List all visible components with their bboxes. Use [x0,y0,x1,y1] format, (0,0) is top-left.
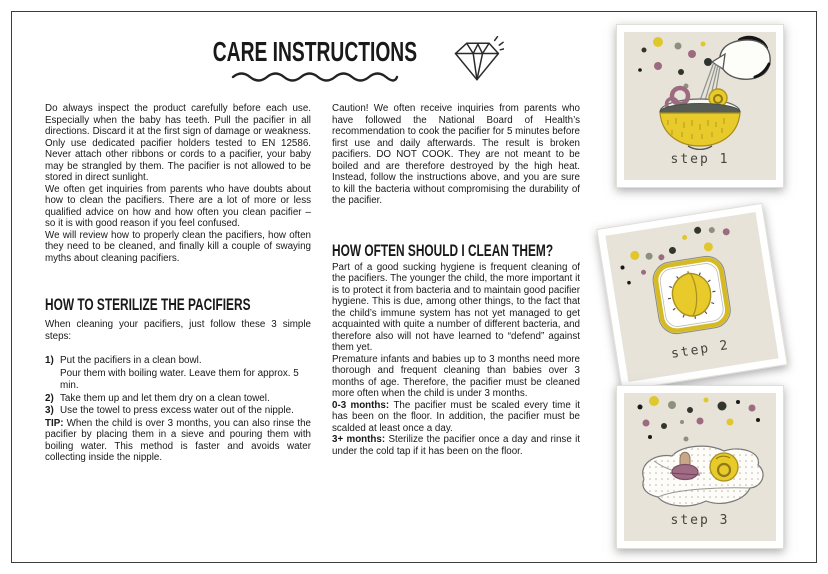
kitchen-timer-illustration [605,212,774,352]
kettle-pouring-into-bowl-illustration [624,32,776,150]
page-title: CARE INSTRUCTIONS [212,36,418,67]
age-3plus-paragraph: 3+ months: Sterilize the pacifier once a day and rinse it under the cold tap if it has been on the floor. [332,434,580,457]
yellow-pacifier-icon [710,453,738,481]
tip-paragraph: TIP: When the child is over 3 months, you can also rinse the pacifier by placing them in a sieve and pouring them with boiling water. This method is faster and avoids water collecting inside the nipple. [45,417,311,464]
bowl-with-pacifiers [660,88,740,150]
paragraph-review: We will review how to properly clean the pacifiers, how often they need to be cleaned, and finally kill a couple of swaying myths about cleaning pacifiers. [45,229,311,264]
age-0-3-label: 0-3 months: [332,399,390,411]
diamond-gem-icon [448,36,504,86]
age-3plus-label: 3+ months: [332,434,386,445]
step-card-3 [616,385,784,549]
kettle-icon [712,38,770,79]
step-card-2 [596,203,788,391]
list-item: 3) Use the towel to press excess water out of the nipple. [45,405,294,417]
step-label: step 1 [670,152,730,167]
clean-paragraph-1: Part of a good sucking hygiene is frequent cleaning of the pacifiers. The younger the child, the more important it is to protect it from bacteria and to maintain good pacifier hygiene. This is due, among other things, to the fact that the child’s immune system has not yet managed to get acquainted with quite a number of different bacteria, and therefore also will not have learned to “defend” against them yet. [332,261,580,353]
list-item: 2) Take them up and let them dry on a clean towel. [45,392,270,404]
caution-paragraph: Caution! We often receive inquiries from parents who have followed the National Board of Health’s recommendation to cook the pacifier for 5 minutes before first use and daily afterwards. The result is broken pacifiers. DO NOT COOK. They are not meant to be boiled and are therefore destroyed by the high heat. Instead, follow the instructions above, and you are sure to kill the bacteria without compromising the durability of the pacifier. [332,103,580,206]
middle-column [332,103,580,457]
wavy-underline-icon [231,70,399,84]
pacifiers-on-towel-illustration [624,393,776,511]
clean-paragraph-2: Premature infants and babies up to 3 months need more thorough and frequent cleaning than babies over 3 months of age. Therefore, the pacifier must be cleaned more often when the child is under 3 months. [332,353,580,399]
step-label: step 2 [670,337,731,362]
sterilize-heading: HOW TO STERILIZE THE PACIFIERS [45,296,251,314]
paragraph-inspect: Do always inspect the product carefully before each use. Especially when the baby has teeth. Pull the pacifier in all directions. Discard it at the first sign of damage or weakness. Only use dedicated pacifier holders tested to EN 12586. Never attach other ribbons or cords to a pacifier, your baby may be strangled by them. The pacifier is not allowed to be stored in direct sunlight. [45,103,311,183]
clean-heading: HOW OFTEN SHOULD I CLEAN THEM? [332,241,554,260]
confetti-dots [638,396,761,442]
paragraph-inquiries: We often get inquiries from parents who have doubts about how to clean the pacifiers. There are a lot of more or less qualified advice on how and how often you clean pacifier – so it is with good reason if you feel confused. [45,183,311,229]
age-0-3-paragraph: 0-3 months: The pacifier must be scaled every time it has been on the floor. In addition, the pacifier must be scalded at least once a day. [332,399,580,434]
page-header [150,38,480,84]
sterilize-steps-list [45,355,311,418]
step-label: step 3 [670,513,730,528]
timer-icon [650,254,732,336]
towel-icon [643,446,763,506]
tip-label: TIP: [45,417,64,429]
left-column [45,103,311,464]
confetti-dots [638,37,712,89]
step-card-1 [616,24,784,188]
list-item: 1) Put the pacifiers in a clean bowl. Pour them with boiling water. Leave them for approx. 5 min. [45,355,299,392]
sterilize-intro: When cleaning your pacifiers, just follow these 3 simple steps: [45,319,311,342]
